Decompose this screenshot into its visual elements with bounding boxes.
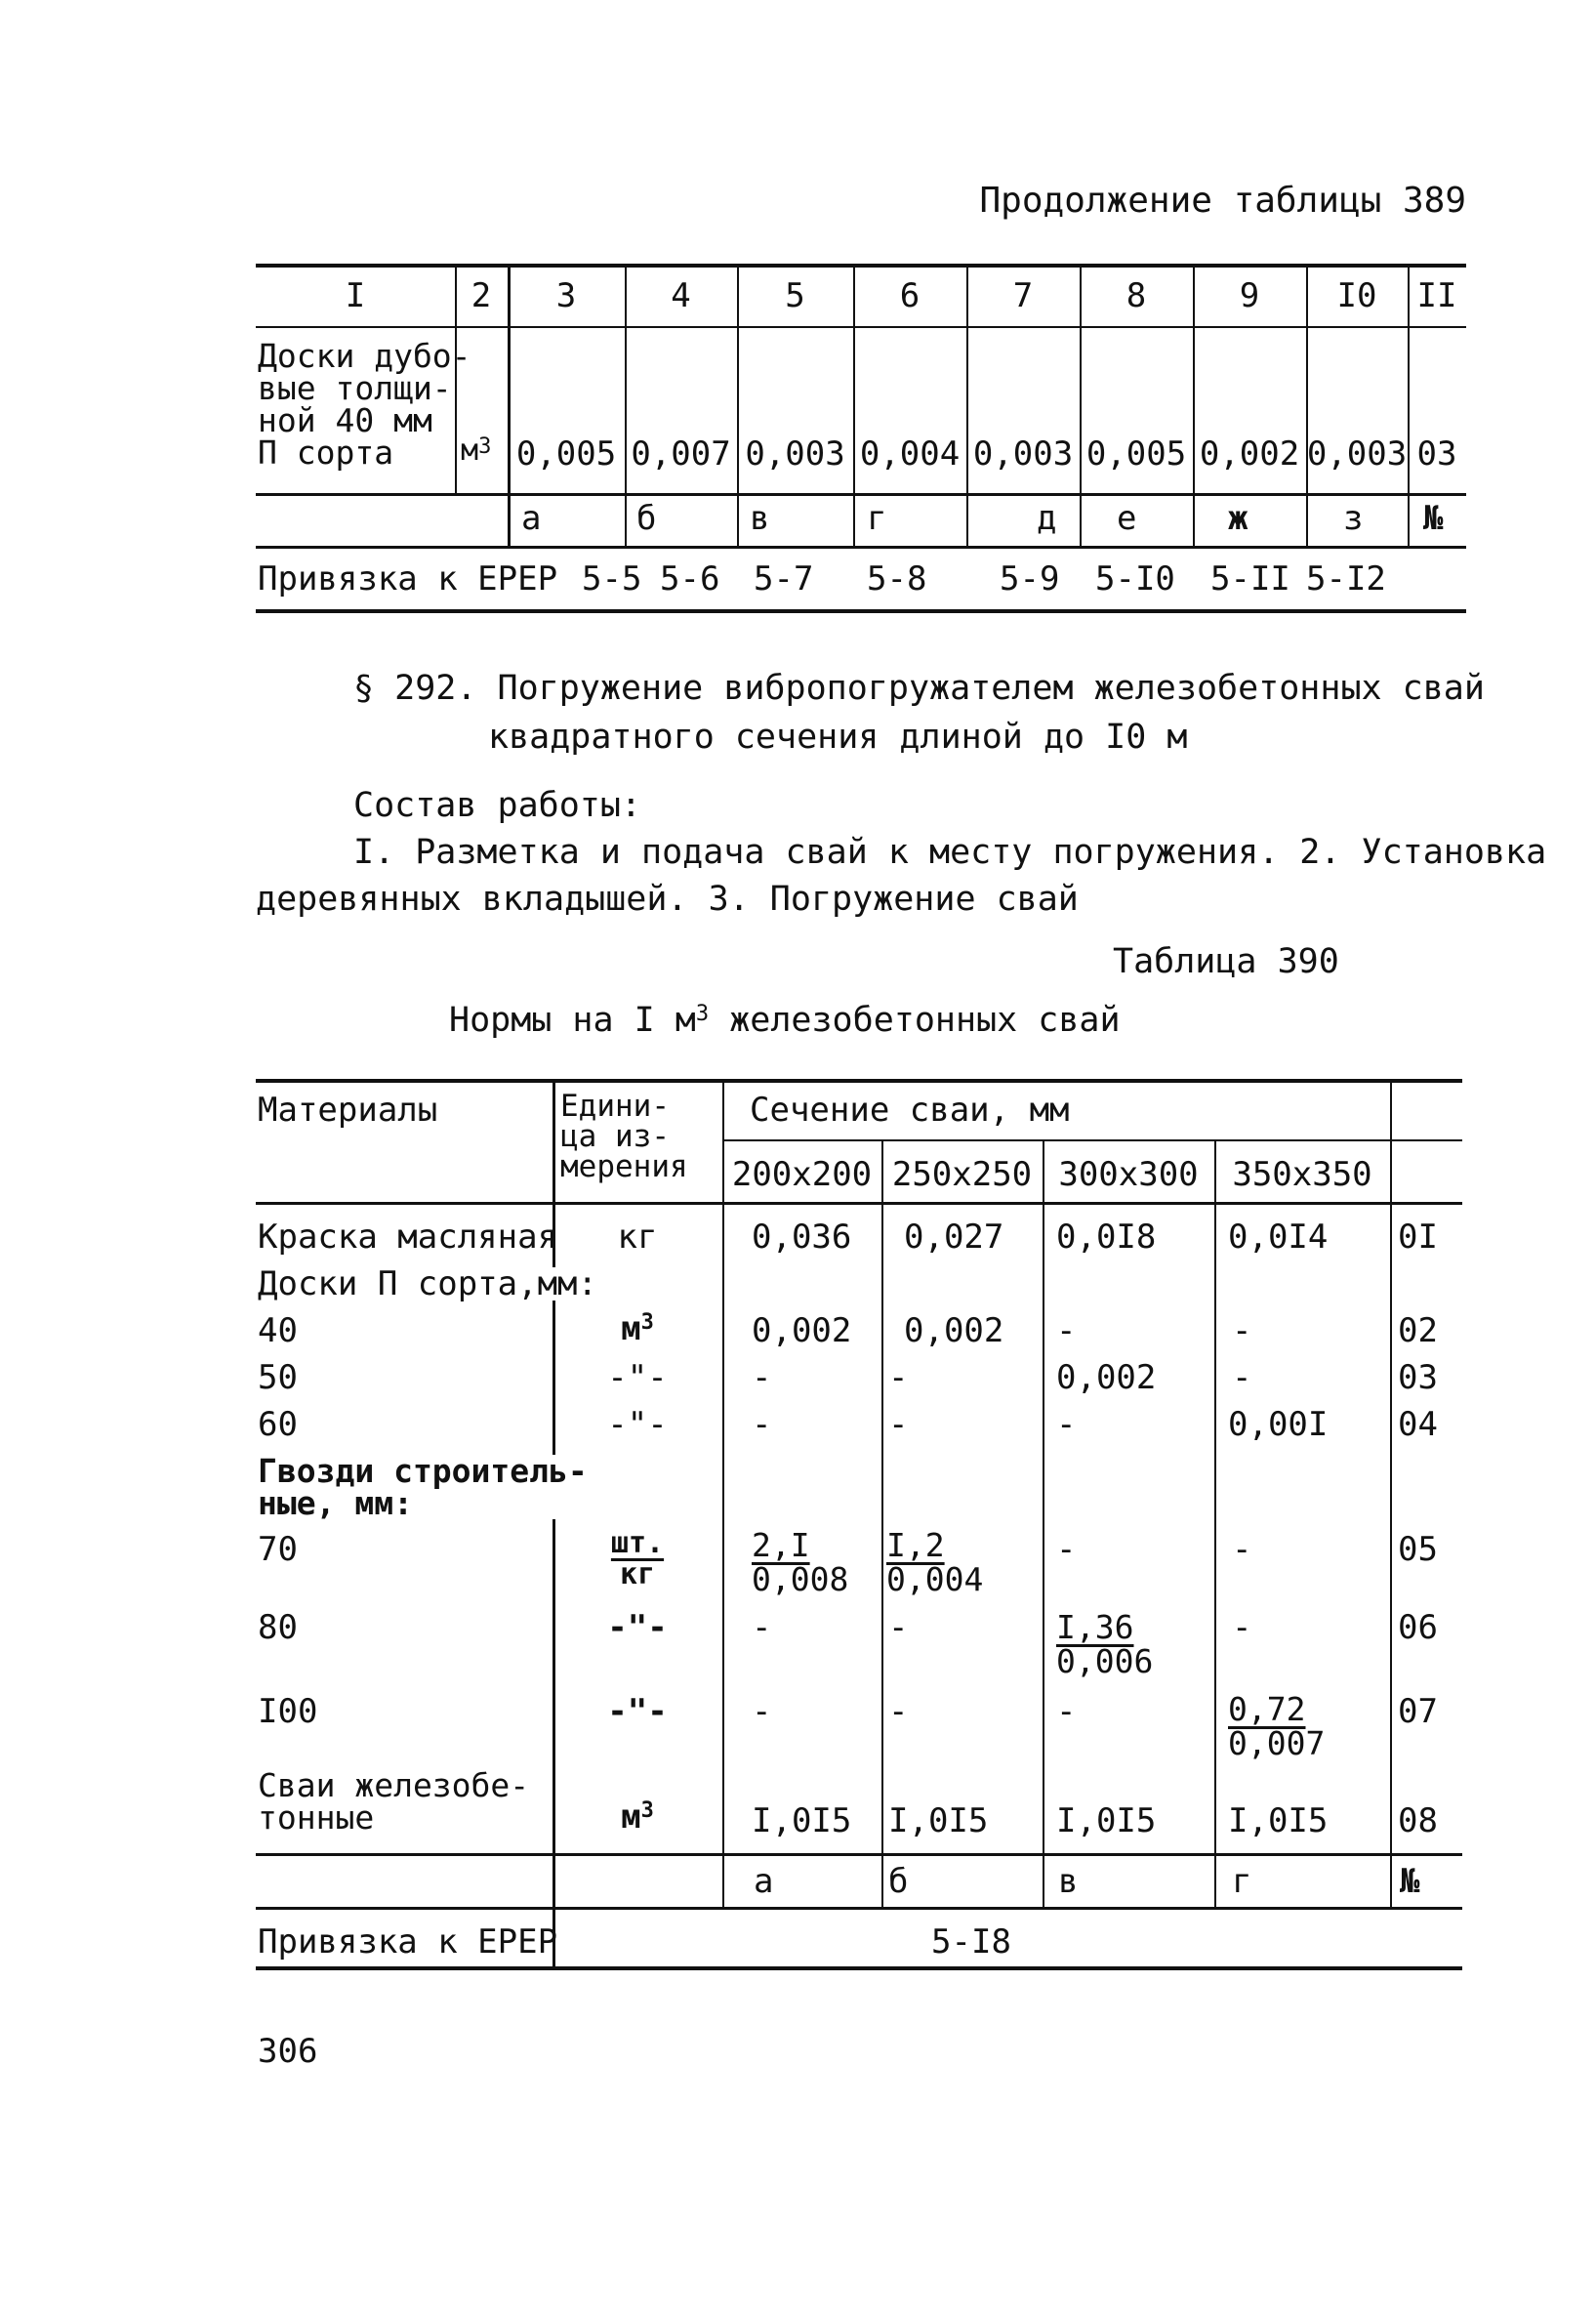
t390-letter: а [754, 1862, 774, 1901]
t390-row-code: 0I [1398, 1218, 1438, 1257]
t390-value-fraction: $\frac{0,72}{0,007}$ [1228, 1690, 1326, 1762]
t390-group-nails: Гвозди строитель- ные, мм: [258, 1452, 588, 1522]
t390-value: 0,00I [1228, 1405, 1329, 1444]
t390-value: - [752, 1405, 772, 1444]
t390-value: 0,0I4 [1228, 1218, 1329, 1257]
t390-ref-label: Привязка к ЕРЕР [258, 1922, 558, 1962]
t389-col-head: I0 [1336, 276, 1377, 315]
t389-row-unit: $м^3$ [461, 434, 492, 468]
t389-bottom-rule [256, 609, 1466, 613]
t389-letter: е [1117, 499, 1137, 538]
t390-vline [1043, 1139, 1044, 1907]
t389-col-head: 3 [555, 276, 577, 315]
work-text: I. Разметка и подача свай к месту погружения. 2. Установка [353, 833, 1547, 872]
t390-size-250: 250х250 [891, 1155, 1033, 1194]
t389-value: 0,003 [745, 434, 845, 474]
t390-vline [1214, 1139, 1216, 1907]
t389-letter: ж [1228, 499, 1248, 538]
t389-ref: 5-5 [582, 559, 642, 599]
t390-letter: г [1232, 1862, 1252, 1901]
t390-value-fraction: $\frac{2,I}{0,008}$ [752, 1526, 849, 1598]
t389-ref: 5-7 [754, 559, 814, 599]
t389-value: 0,005 [1085, 434, 1187, 474]
t390-row-label: Сваи железобе- тонные [258, 1766, 530, 1837]
t390-header-rule [256, 1202, 1462, 1205]
table-label: Таблица 390 [1113, 942, 1339, 981]
t389-col-head: 6 [899, 276, 921, 315]
t389-letter: а [521, 499, 542, 538]
t390-value: I,0I5 [752, 1801, 852, 1840]
t389-value: 0,002 [1199, 434, 1300, 474]
t390-value: - [888, 1405, 909, 1444]
t390-value: - [752, 1608, 772, 1647]
t389-col-head: 8 [1125, 276, 1147, 315]
t390-top-rule [256, 1079, 1462, 1083]
t389-ref: 5-II [1210, 559, 1290, 599]
t389-letter: б [636, 499, 657, 538]
work-text-cont: деревянных вкладышей. 3. Погружение свай [256, 880, 1079, 919]
t389-col-head: 4 [671, 276, 691, 315]
t389-letter: з [1343, 499, 1364, 538]
t390-value: 0,002 [904, 1311, 1004, 1350]
t390-value: - [1056, 1311, 1077, 1350]
t390-value: - [1232, 1530, 1252, 1569]
t390-row-label: I00 [258, 1692, 318, 1731]
t390-row-unit: -"- [607, 1358, 668, 1397]
t390-group-boards: Доски П сорта,мм: [258, 1264, 597, 1303]
t390-row-unit: -"- [607, 1692, 668, 1731]
t390-number-sign: № [1400, 1862, 1420, 1901]
t390-value: - [1056, 1405, 1077, 1444]
t390-row-label: 50 [258, 1358, 298, 1397]
t390-head-materials: Материалы [258, 1091, 438, 1130]
t389-ref: 5-I0 [1095, 559, 1175, 599]
section-title-cont: квадратного сечения длиной до I0 м [488, 718, 1188, 757]
t389-row-label: Доски дубо- вые толщи- ной 40 мм П сорта [258, 337, 471, 472]
t390-value: 0,027 [904, 1218, 1004, 1257]
t390-row-unit: -"- [607, 1405, 668, 1444]
t390-vline [1390, 1079, 1392, 1907]
t390-size-350: 350х350 [1232, 1155, 1372, 1194]
t390-vline [881, 1139, 883, 1907]
t389-col-head: 5 [785, 276, 805, 315]
t389-col-head: 2 [471, 276, 492, 315]
t389-col-head: 9 [1239, 276, 1260, 315]
t390-value: - [888, 1692, 909, 1731]
table-caption: Нормы на I $м^3$ железобетонных свай [449, 1001, 1121, 1040]
t390-head-section: Сечение сваи, мм [750, 1091, 1070, 1130]
t389-header-rule [256, 326, 1466, 328]
t389-value: 0,003 [972, 434, 1074, 474]
t389-value: 0,004 [859, 434, 961, 474]
t389-col-head: 7 [1012, 276, 1034, 315]
t390-data-rule [256, 1853, 1462, 1856]
t390-ref: 5-I8 [931, 1922, 1011, 1962]
t390-row-label: 80 [258, 1608, 298, 1647]
t389-letter: д [1037, 499, 1057, 538]
t390-size-200: 200х200 [731, 1155, 873, 1194]
t390-letters-rule [256, 1907, 1462, 1910]
t390-subheader-rule [722, 1139, 1462, 1141]
t390-value: I,0I5 [888, 1801, 989, 1840]
t390-row-unit: кг [617, 1218, 658, 1257]
t390-letter: в [1058, 1862, 1079, 1901]
t390-row-code: 04 [1398, 1405, 1438, 1444]
t390-value: I,0I5 [1228, 1801, 1329, 1840]
t389-ref: 5-9 [1000, 559, 1060, 599]
work-heading: Состав работы: [353, 786, 642, 825]
t390-row-code: 02 [1398, 1311, 1438, 1350]
t389-value: 0,005 [515, 434, 617, 474]
t389-col-head: II [1416, 276, 1457, 315]
t390-vline [722, 1079, 724, 1907]
t390-letter: б [888, 1862, 909, 1901]
t390-value: - [1232, 1358, 1252, 1397]
t390-value: 0,036 [752, 1218, 852, 1257]
t390-row-code: 07 [1398, 1692, 1438, 1731]
t389-col-head: I [345, 276, 366, 315]
t390-value: - [1056, 1530, 1077, 1569]
t389-ref-label: Привязка к ЕРЕР [258, 559, 558, 599]
t390-row-code: 06 [1398, 1608, 1438, 1647]
t389-ref: 5-8 [867, 559, 927, 599]
t389-value: 0,007 [631, 434, 731, 474]
t390-row-code: 03 [1398, 1358, 1438, 1397]
t389-number-sign: № [1423, 499, 1444, 538]
t390-value-fraction: $\frac{I,36}{0,006}$ [1056, 1608, 1154, 1680]
t390-value: - [752, 1358, 772, 1397]
t390-size-300: 300х300 [1058, 1155, 1199, 1194]
t390-row-label: 60 [258, 1405, 298, 1444]
t390-row-unit: $м^3$ [621, 1797, 654, 1837]
t390-row-code: 08 [1398, 1801, 1438, 1840]
t390-row-code: 05 [1398, 1530, 1438, 1569]
t390-value: 0,0I8 [1056, 1218, 1157, 1257]
t390-value: 0,002 [1056, 1358, 1157, 1397]
page-number: 306 [258, 2032, 318, 2071]
t389-top-rule [256, 264, 1466, 268]
t390-value: - [888, 1358, 909, 1397]
t390-value: I,0I5 [1056, 1801, 1157, 1840]
t389-letter: г [867, 499, 887, 538]
t389-letters-rule [256, 546, 1466, 549]
t389-value: 0,003 [1306, 434, 1408, 474]
t390-row-unit: -"- [607, 1608, 668, 1647]
t390-row-label: 70 [258, 1530, 298, 1569]
section-title: § 292. Погружение вибропогружателем железобетонных свай [353, 669, 1485, 708]
t390-head-unit: Едини- ца из- мерения [560, 1089, 688, 1184]
t389-data-rule [256, 493, 1466, 496]
t390-value: - [1232, 1311, 1252, 1350]
t389-ref: 5-6 [660, 559, 720, 599]
t389-row-code: 03 [1416, 434, 1457, 474]
t389-letter: в [750, 499, 770, 538]
t389-ref: 5-I2 [1306, 559, 1386, 599]
t390-value: - [1056, 1692, 1077, 1731]
t390-row-unit-fraction: шт. кг [610, 1526, 665, 1591]
t390-value: - [1232, 1608, 1252, 1647]
t390-value-fraction: $\frac{I,2}{0,004}$ [886, 1526, 984, 1598]
t390-row-label: Краска масляная [258, 1218, 558, 1257]
t390-row-label: 40 [258, 1311, 298, 1350]
t390-value: 0,002 [752, 1311, 852, 1350]
t390-bottom-rule [256, 1966, 1462, 1970]
table-continuation-title: Продолжение таблицы 389 [979, 181, 1466, 221]
t390-value: - [888, 1608, 909, 1647]
t390-row-unit: $м^3$ [621, 1309, 654, 1348]
t390-value: - [752, 1692, 772, 1731]
